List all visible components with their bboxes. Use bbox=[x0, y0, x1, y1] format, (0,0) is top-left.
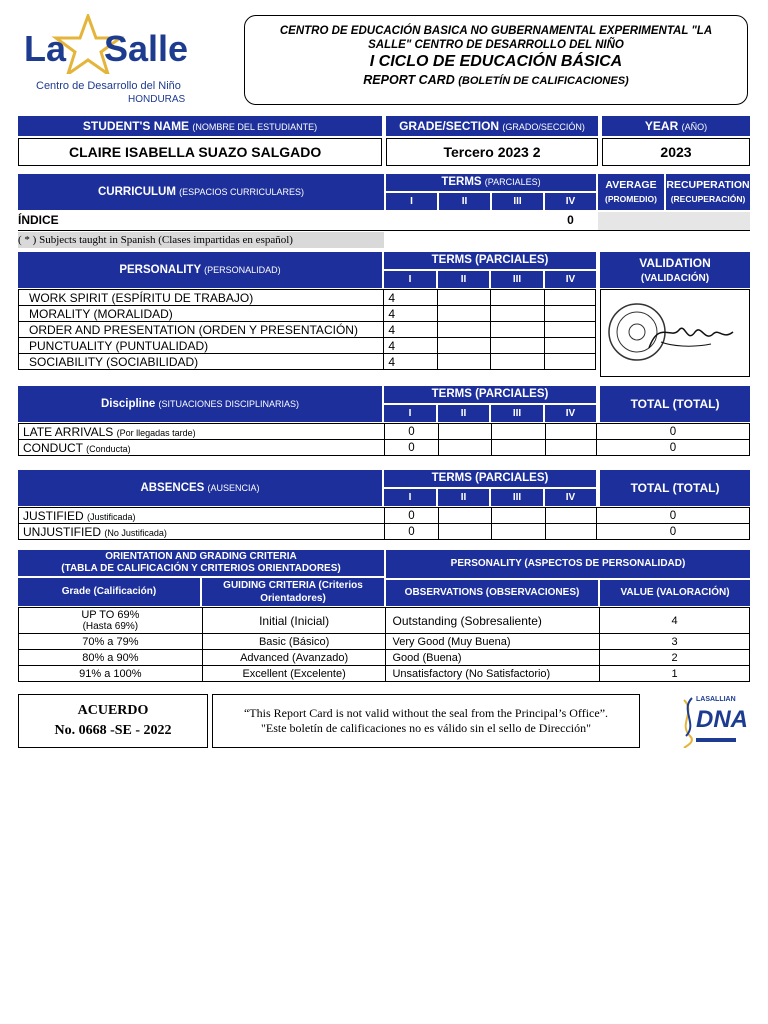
unjustified-t3 bbox=[492, 524, 546, 540]
curriculum-term-iv: IV bbox=[545, 193, 596, 210]
table-row bbox=[19, 666, 750, 682]
logo-country: HONDURAS bbox=[128, 94, 186, 105]
criteria-value-cell: 1 bbox=[600, 666, 750, 682]
criteria-observation-cell: Unsatisfactory (No Satisfactorio) bbox=[386, 666, 600, 682]
criteria-grade-cell bbox=[19, 608, 203, 634]
curriculum-terms-label: TERMS bbox=[441, 176, 482, 188]
personality-row-t4 bbox=[545, 354, 596, 370]
recuperation-header bbox=[666, 174, 750, 210]
personality-row-label: WORK SPIRIT (ESPÍRITU DE TRABAJO) bbox=[19, 290, 384, 306]
unjustified-label: UNJUSTIFIED bbox=[23, 524, 101, 539]
criteria-value-cell: 4 bbox=[600, 608, 750, 634]
validation-label: VALIDATION bbox=[639, 256, 711, 270]
table-row bbox=[19, 306, 596, 322]
header-line1: CENTRO DE EDUCACIÓN BASICA NO GUBERNAMENTAL EXPERIMENTAL "LA SALLE" CENTRO DE DESARROLLO DEL NIÑO bbox=[279, 25, 713, 51]
criteria-title bbox=[18, 550, 384, 576]
personality-section bbox=[18, 252, 750, 380]
conduct-label-es: (Conducta) bbox=[86, 443, 131, 454]
curriculum-label: CURRICULUM bbox=[98, 186, 176, 198]
criteria-section bbox=[18, 550, 750, 688]
discipline-header bbox=[18, 386, 382, 422]
year-header-label: YEAR bbox=[644, 119, 679, 133]
unjustified-label-es: (No Justificada) bbox=[104, 527, 167, 538]
personality-row-t4 bbox=[545, 322, 596, 338]
personality-row-t1: 4 bbox=[384, 338, 438, 354]
justified-label-es: (Justificada) bbox=[87, 511, 136, 522]
late-arrivals-t3 bbox=[492, 424, 546, 440]
personality-row-t2 bbox=[438, 338, 491, 354]
table-row bbox=[19, 524, 750, 540]
curriculum-terms-header bbox=[386, 174, 596, 191]
report-card-title: REPORT CARD bbox=[363, 73, 455, 87]
justified-t4 bbox=[546, 508, 597, 524]
personality-row-t1: 4 bbox=[384, 306, 438, 322]
personality-row-t1: 4 bbox=[384, 322, 438, 338]
criteria-title-line2: (TABLA DE CALIFICACIÓN Y CRITERIOS ORIENTADORES) bbox=[61, 563, 341, 574]
validity-note-en: “This Report Card is not valid without the seal from the Principal’s Office”. bbox=[243, 706, 609, 720]
unjustified-t4 bbox=[546, 524, 597, 540]
validation-box bbox=[600, 289, 750, 377]
absences-term-i: I bbox=[384, 489, 436, 506]
criteria-grade: 91% a 100% bbox=[79, 667, 142, 680]
table-row bbox=[19, 634, 750, 650]
table-row bbox=[19, 424, 750, 440]
curriculum-header bbox=[18, 174, 384, 210]
personality-aspects-header: PERSONALITY (ASPECTOS DE PERSONALIDAD) bbox=[386, 550, 750, 578]
discipline-terms-header: TERMS (PARCIALES) bbox=[384, 386, 596, 403]
curriculum-term-iii: III bbox=[492, 193, 543, 210]
average-label: AVERAGE bbox=[605, 179, 657, 191]
header-box bbox=[244, 15, 748, 105]
personality-row-t2 bbox=[438, 322, 491, 338]
personality-row-label: SOCIABILITY (SOCIABILIDAD) bbox=[19, 354, 384, 370]
table-row bbox=[19, 354, 596, 370]
conduct-t4 bbox=[546, 440, 597, 456]
personality-label-es: (PERSONALIDAD) bbox=[204, 265, 281, 275]
unjustified-t1: 0 bbox=[385, 524, 439, 540]
criteria-observation-cell: Outstanding (Sobresaliente) bbox=[386, 608, 600, 634]
validation-label-es: (VALIDACIÓN) bbox=[640, 273, 710, 284]
name-header-label: STUDENT'S NAME bbox=[82, 119, 190, 133]
table-row bbox=[19, 290, 596, 306]
absences-term-iii: III bbox=[491, 489, 543, 506]
report-card-title-es: (BOLETÍN DE CALIFICACIONES) bbox=[458, 75, 629, 87]
curriculum-term-ii: II bbox=[439, 193, 490, 210]
personality-row-t2 bbox=[438, 290, 491, 306]
student-name: CLAIRE ISABELLA SUAZO SALGADO bbox=[18, 138, 382, 166]
average-label-es: (PROMEDIO) bbox=[605, 194, 657, 204]
late-arrivals-label-es: (Por llegadas tarde) bbox=[116, 427, 196, 438]
table-row bbox=[19, 440, 750, 456]
criteria-grade-col-header: Grade (Calificación) bbox=[18, 578, 200, 606]
acuerdo-number: No. 0668 -SE - 2022 bbox=[54, 723, 172, 738]
validity-note-box bbox=[212, 694, 640, 748]
validation-header bbox=[600, 252, 750, 288]
validity-note-es: "Este boletín de calificaciones no es válido sin el sello de Dirección" bbox=[260, 721, 592, 735]
criteria-observation-cell: Good (Buena) bbox=[386, 650, 600, 666]
discipline-total-header: TOTAL (TOTAL) bbox=[600, 386, 750, 422]
criteria-grade: 70% a 79% bbox=[82, 635, 139, 648]
year-header-label-es: (AÑO) bbox=[681, 122, 708, 132]
personality-row-t4 bbox=[545, 290, 596, 306]
absences-total-header: TOTAL (TOTAL) bbox=[600, 470, 750, 506]
discipline-section bbox=[18, 386, 750, 462]
personality-row-label: ORDER AND PRESENTATION (ORDEN Y PRESENTACIÓN) bbox=[19, 322, 384, 338]
personality-row-t3 bbox=[491, 354, 545, 370]
personality-row-label: PUNCTUALITY (PUNTUALIDAD) bbox=[19, 338, 384, 354]
absences-section bbox=[18, 470, 750, 546]
criteria-grade-es: (Hasta 69%) bbox=[82, 620, 139, 632]
absences-table bbox=[18, 507, 750, 540]
grade-header bbox=[386, 116, 598, 136]
justified-t3 bbox=[492, 508, 546, 524]
recuperation-label: RECUPERATION bbox=[666, 179, 750, 191]
table-row bbox=[19, 322, 596, 338]
absences-label-es: (AUSENCIA) bbox=[207, 483, 260, 493]
name-header-label-es: (NOMBRE DEL ESTUDIANTE) bbox=[192, 122, 318, 132]
personality-term-i: I bbox=[384, 271, 436, 288]
personality-row-t3 bbox=[491, 322, 545, 338]
personality-label: PERSONALITY bbox=[119, 264, 201, 276]
conduct-t1: 0 bbox=[385, 440, 439, 456]
unjustified-total: 0 bbox=[597, 524, 750, 540]
personality-row-t3 bbox=[491, 306, 545, 322]
justified-t2 bbox=[439, 508, 492, 524]
grade-header-label-es: (GRADO/SECCIÓN) bbox=[502, 122, 585, 132]
logo-la: La bbox=[24, 28, 67, 69]
discipline-term-iv: IV bbox=[545, 405, 596, 422]
justified-total: 0 bbox=[597, 508, 750, 524]
personality-row-t4 bbox=[545, 338, 596, 354]
lasallian-dna-badge bbox=[678, 694, 748, 748]
criteria-table bbox=[18, 607, 750, 682]
year-header bbox=[602, 116, 750, 136]
unjustified-t2 bbox=[439, 524, 492, 540]
late-arrivals-label: LATE ARRIVALS bbox=[23, 424, 114, 439]
table-row bbox=[19, 650, 750, 666]
value-col-header: VALUE (VALORACIÓN) bbox=[600, 580, 750, 606]
badge-top-text: LASALLIAN bbox=[696, 696, 736, 703]
recuperation-label-es: (RECUPERACIÓN) bbox=[670, 194, 746, 204]
grade-header-label: GRADE/SECTION bbox=[399, 119, 500, 133]
criteria-grade-cell bbox=[19, 650, 203, 666]
badge-main-text: DNA bbox=[696, 706, 748, 733]
criteria-observation-cell: Very Good (Muy Buena) bbox=[386, 634, 600, 650]
justified-t1: 0 bbox=[385, 508, 439, 524]
conduct-label: CONDUCT bbox=[23, 440, 83, 455]
discipline-table bbox=[18, 423, 750, 456]
criteria-guide-cell: Excellent (Excelente) bbox=[202, 666, 386, 682]
personality-term-ii: II bbox=[438, 271, 489, 288]
logo-salle: Salle bbox=[104, 28, 189, 69]
indice-average-cell bbox=[598, 212, 750, 230]
late-arrivals-t2 bbox=[439, 424, 492, 440]
school-seal-signature bbox=[601, 290, 749, 376]
discipline-label: Discipline bbox=[100, 398, 156, 410]
curriculum-label-es: (ESPACIOS CURRICULARES) bbox=[179, 187, 304, 197]
table-row bbox=[19, 338, 596, 354]
absences-label: ABSENCES bbox=[140, 482, 205, 494]
discipline-term-ii: II bbox=[438, 405, 489, 422]
personality-term-iii: III bbox=[491, 271, 543, 288]
criteria-grade-cell bbox=[19, 634, 203, 650]
badge-bar bbox=[696, 738, 736, 742]
criteria-guide-col-header: GUIDING CRITERIA (Criterios Orientadores) bbox=[202, 578, 384, 606]
personality-row-t1: 4 bbox=[384, 354, 438, 370]
acuerdo-title: ACUERDO bbox=[77, 703, 149, 718]
discipline-term-iii: III bbox=[491, 405, 543, 422]
table-row bbox=[19, 508, 750, 524]
discipline-term-i: I bbox=[384, 405, 436, 422]
acuerdo-box bbox=[18, 694, 208, 748]
student-year: 2023 bbox=[602, 138, 750, 166]
criteria-guide-cell: Basic (Básico) bbox=[202, 634, 386, 650]
average-header bbox=[598, 174, 664, 210]
curriculum-term-i: I bbox=[386, 193, 437, 210]
curriculum-section bbox=[18, 174, 750, 248]
absences-terms-header: TERMS (PARCIALES) bbox=[384, 470, 596, 487]
justified-label: JUSTIFIED bbox=[23, 508, 84, 523]
personality-table bbox=[18, 289, 596, 370]
conduct-total: 0 bbox=[597, 440, 750, 456]
criteria-grade-cell bbox=[19, 666, 203, 682]
late-arrivals-t4 bbox=[546, 424, 597, 440]
personality-row-t2 bbox=[438, 306, 491, 322]
observations-col-header: OBSERVATIONS (OBSERVACIONES) bbox=[386, 580, 598, 606]
school-logo bbox=[20, 14, 200, 106]
criteria-title-line1: ORIENTATION AND GRADING CRITERIA bbox=[105, 551, 297, 562]
criteria-guide-cell: Advanced (Avanzado) bbox=[202, 650, 386, 666]
personality-row-t3 bbox=[491, 338, 545, 354]
indice-label: ÍNDICE bbox=[18, 213, 59, 227]
personality-row-t3 bbox=[491, 290, 545, 306]
curriculum-terms-label-es: (PARCIALES) bbox=[484, 177, 541, 187]
absences-header bbox=[18, 470, 382, 506]
table-row bbox=[19, 608, 750, 634]
conduct-t3 bbox=[492, 440, 546, 456]
absences-term-ii: II bbox=[438, 489, 489, 506]
conduct-t2 bbox=[439, 440, 492, 456]
criteria-value-cell: 3 bbox=[600, 634, 750, 650]
personality-row-t2 bbox=[438, 354, 491, 370]
criteria-value-cell: 2 bbox=[600, 650, 750, 666]
header-line3 bbox=[245, 72, 747, 89]
spanish-note: ( * ) Subjects taught in Spanish (Clases impartidas en español) bbox=[18, 232, 384, 248]
discipline-label-es: (SITUACIONES DISCIPLINARIAS) bbox=[158, 399, 300, 409]
personality-row-t1: 4 bbox=[384, 290, 438, 306]
personality-header bbox=[18, 252, 382, 288]
criteria-guide-cell: Initial (Inicial) bbox=[202, 608, 386, 634]
name-header bbox=[18, 116, 382, 136]
student-grade: Tercero 2023 2 bbox=[386, 138, 598, 166]
indice-row bbox=[18, 212, 750, 231]
personality-terms-header: TERMS (PARCIALES) bbox=[384, 252, 596, 269]
criteria-grade: UP TO 69% bbox=[81, 608, 140, 621]
indice-value: 0 bbox=[567, 213, 574, 227]
logo-subtitle: Centro de Desarrollo del Niño bbox=[36, 80, 181, 92]
late-arrivals-total: 0 bbox=[597, 424, 750, 440]
personality-row-label: MORALITY (MORALIDAD) bbox=[19, 306, 384, 322]
personality-term-iv: IV bbox=[545, 271, 596, 288]
criteria-grade: 80% a 90% bbox=[82, 651, 139, 664]
late-arrivals-t1: 0 bbox=[385, 424, 439, 440]
absences-term-iv: IV bbox=[545, 489, 596, 506]
personality-row-t4 bbox=[545, 306, 596, 322]
student-section bbox=[18, 116, 750, 168]
header-line2: I CICLO DE EDUCACIÓN BÁSICA bbox=[369, 53, 623, 70]
